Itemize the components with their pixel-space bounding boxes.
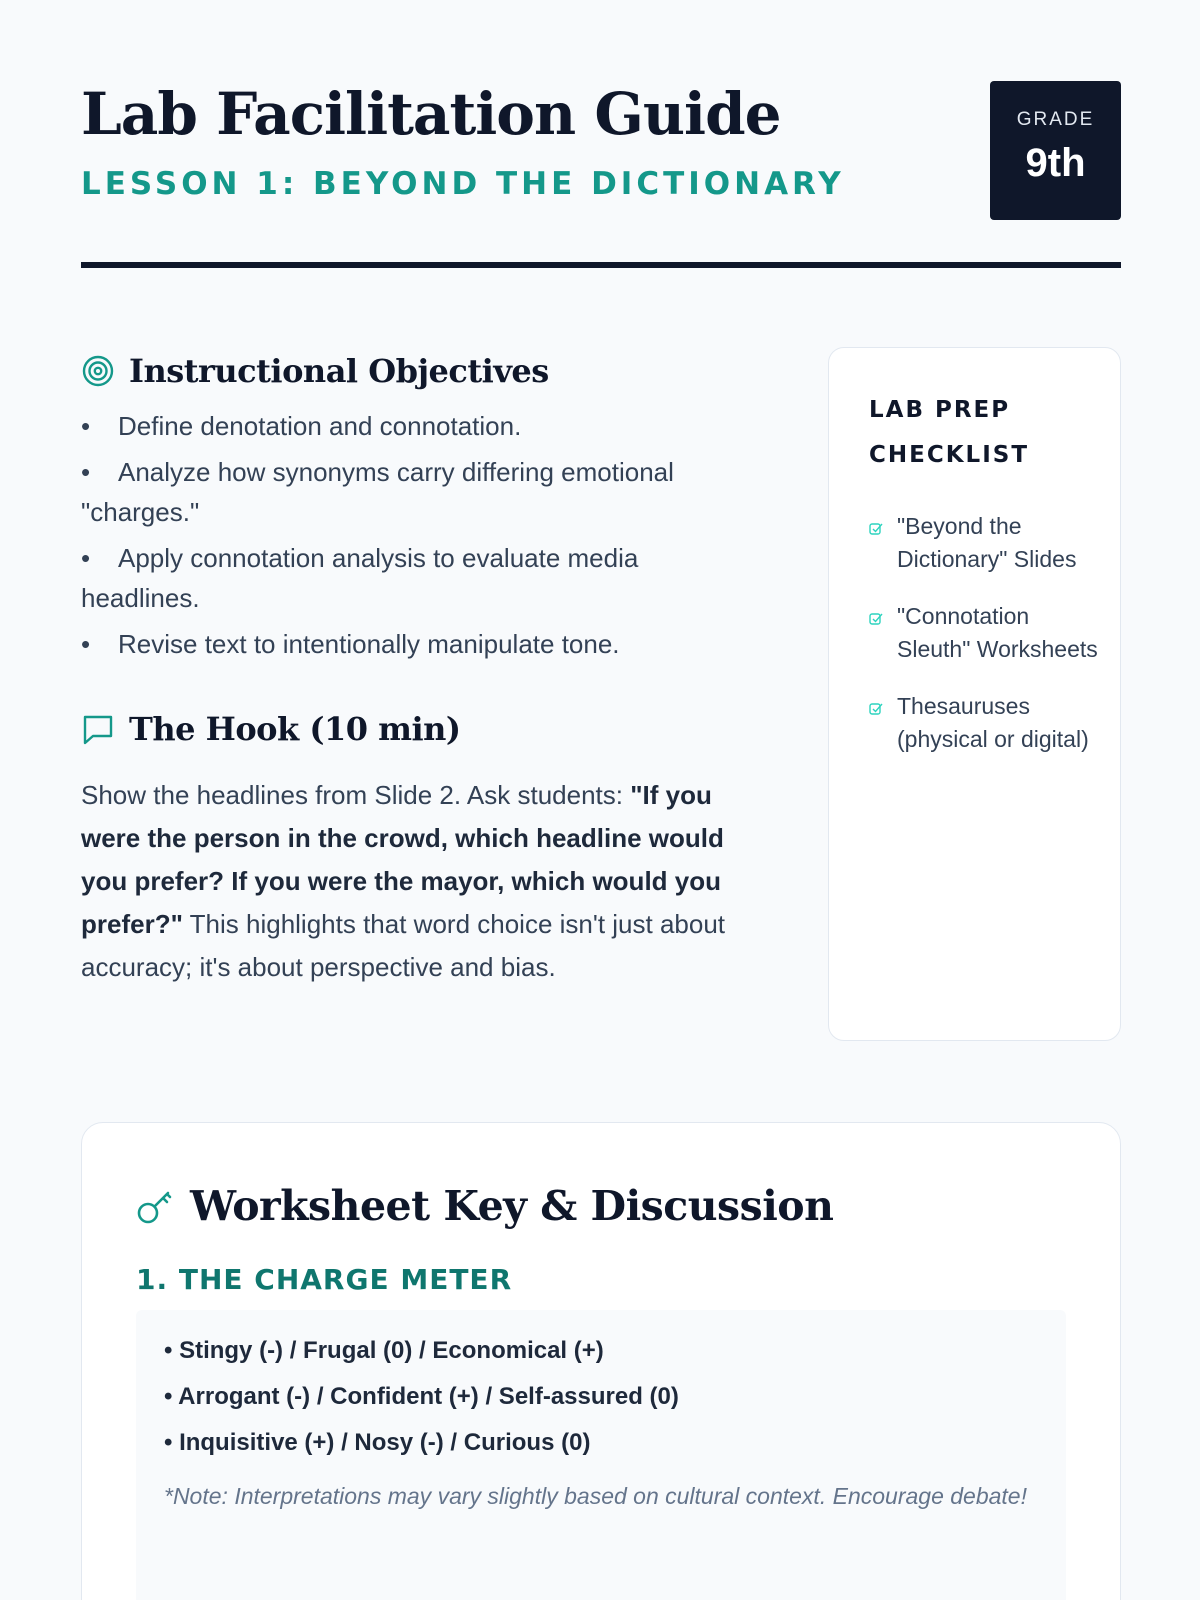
hook-text bbox=[81, 774, 751, 989]
header bbox=[81, 0, 1121, 268]
main-column bbox=[81, 346, 751, 989]
check-square-icon bbox=[869, 702, 883, 716]
charge-meter-title: 1. THE CHARGE METER bbox=[136, 1263, 513, 1296]
list-item: • Revise text to intentionally manipulate tone. bbox=[81, 624, 751, 664]
interpretation-note: *Note: Interpretations may vary slightly based on cultural context. Encourage debate! bbox=[164, 1483, 1027, 1509]
check-square-icon bbox=[869, 522, 883, 536]
hook-heading-row bbox=[81, 704, 751, 754]
list-item: • Apply connotation analysis to evaluate media headlines. bbox=[81, 538, 751, 618]
checklist-item bbox=[869, 690, 1100, 756]
checklist-item bbox=[869, 600, 1100, 666]
charge-row: • Stingy (-) / Frugal (0) / Economical (+) bbox=[164, 1337, 604, 1364]
charge-row: • Arrogant (-) / Confident (+) / Self-assured (0) bbox=[164, 1383, 679, 1410]
page bbox=[81, 0, 1121, 1509]
checklist-item-label: Thesauruses (physical or digital) bbox=[897, 693, 1089, 752]
worksheet-heading-row bbox=[136, 1181, 1066, 1231]
key-icon bbox=[136, 1187, 174, 1225]
checklist-heading: LAB PREP CHECKLIST bbox=[869, 397, 1030, 468]
hook-text-intro: Show the headlines from Slide 2. Ask students: bbox=[81, 780, 631, 810]
hook-text-question: "If you were the person in the crowd, which headline would you prefer? If you were the mayor, which would you prefer?" bbox=[81, 780, 724, 939]
grade-label: GRADE bbox=[1016, 109, 1095, 130]
list-item: • Define denotation and connotation. bbox=[81, 406, 751, 446]
check-square-icon bbox=[869, 612, 883, 626]
checklist-item-label: "Connotation Sleuth" Worksheets bbox=[897, 603, 1098, 662]
page-title: Lab Facilitation Guide bbox=[81, 80, 781, 148]
lesson-subtitle: LESSON 1: BEYOND THE DICTIONARY bbox=[81, 166, 845, 202]
grade-value: 9th bbox=[1025, 141, 1086, 185]
objectives-list bbox=[81, 406, 751, 664]
grade-badge bbox=[990, 81, 1121, 220]
list-item: • Analyze how synonyms carry differing emotional "charges." bbox=[81, 452, 751, 532]
charge-row: • Inquisitive (+) / Nosy (-) / Curious (0) bbox=[164, 1429, 591, 1456]
checklist-item bbox=[869, 510, 1100, 576]
charge-meter-box bbox=[136, 1310, 1066, 1600]
objectives-heading-row bbox=[81, 346, 751, 396]
checklist-item-label: "Beyond the Dictionary" Slides bbox=[897, 513, 1077, 572]
hook-heading: The Hook (10 min) bbox=[129, 710, 461, 748]
target-icon bbox=[81, 354, 115, 388]
worksheet-key-card bbox=[81, 1122, 1121, 1600]
objectives-heading: Instructional Objectives bbox=[129, 352, 549, 390]
worksheet-heading: Worksheet Key & Discussion bbox=[190, 1182, 834, 1230]
speech-bubble-icon bbox=[81, 712, 115, 746]
hook-text-outro: This highlights that word choice isn't just about accuracy; it's about perspective and bias. bbox=[81, 909, 726, 982]
lab-prep-checklist bbox=[828, 347, 1121, 1041]
